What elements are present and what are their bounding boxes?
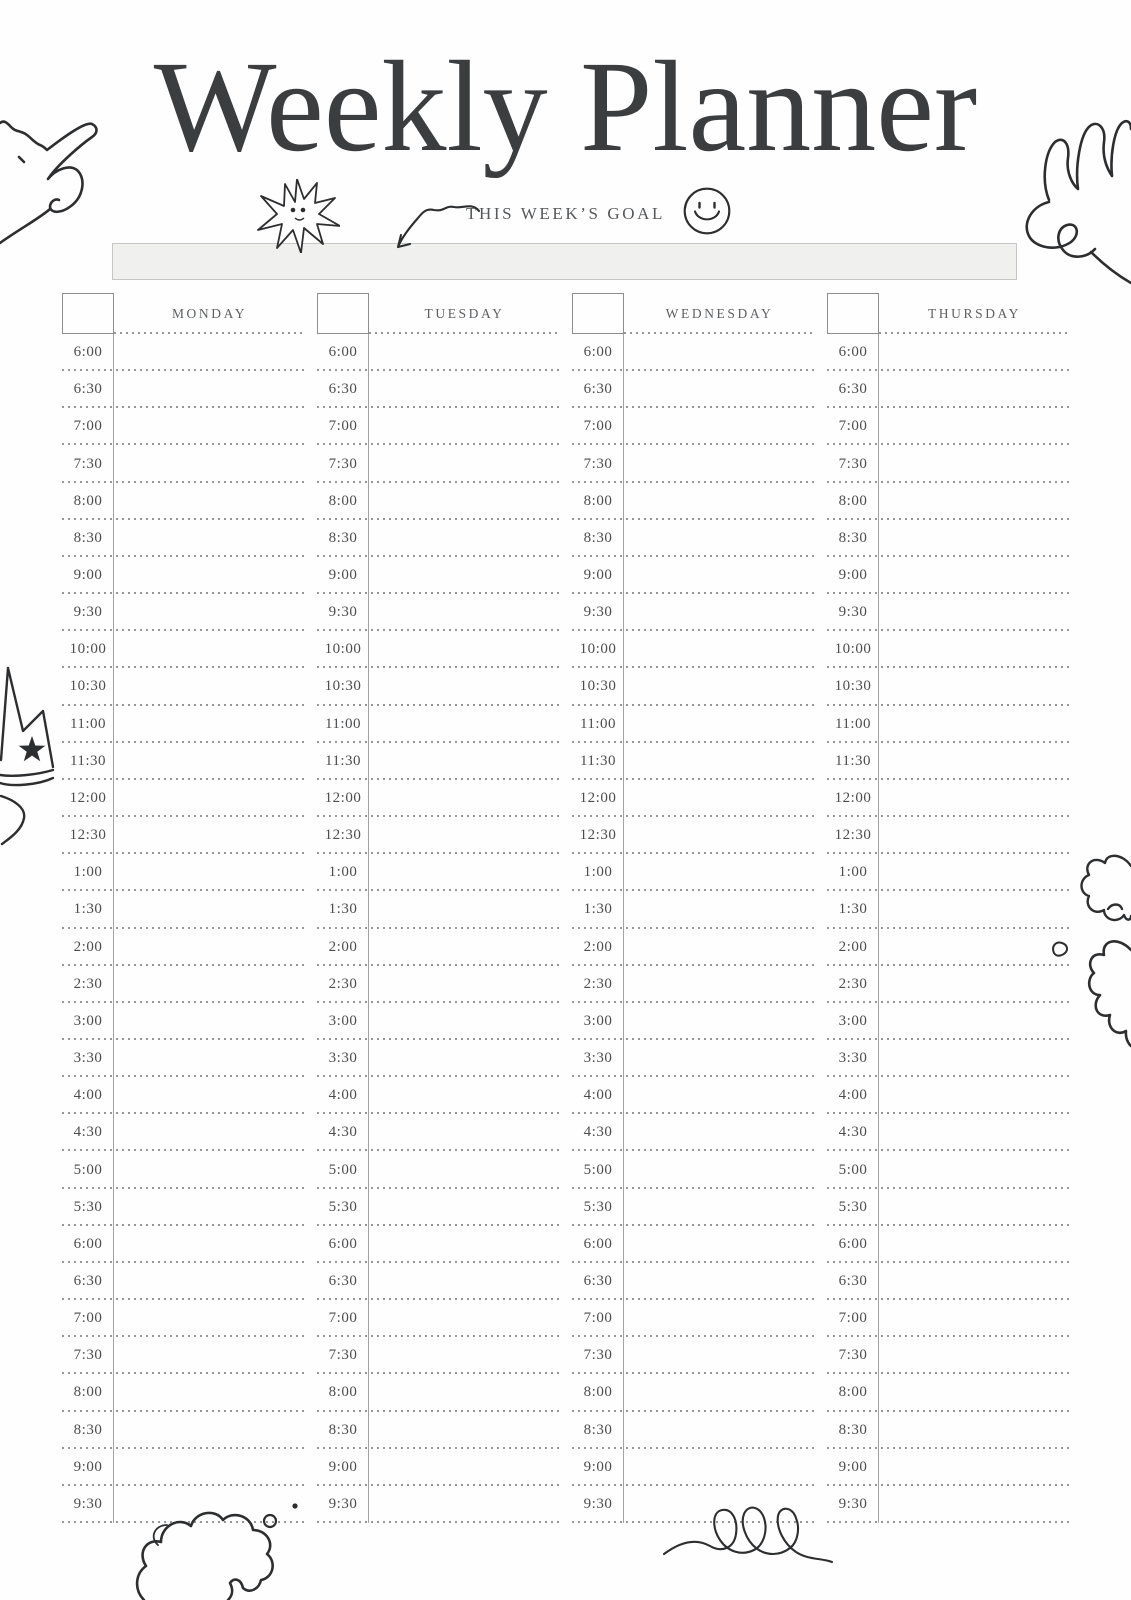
time-slot[interactable] [62,1151,305,1188]
time-label: 11:00 [834,715,872,732]
time-label: 5:00 [328,1161,358,1178]
day-checkbox[interactable] [572,293,624,334]
time-label: 9:30 [73,1495,103,1512]
time-slot[interactable] [827,445,1070,482]
time-label: 6:00 [838,1235,868,1252]
time-label: 4:00 [583,1087,613,1104]
time-slot[interactable] [827,1263,1070,1300]
time-slot[interactable] [317,483,560,520]
time-label: 1:30 [73,901,103,918]
time-slot[interactable] [62,483,305,520]
time-slot[interactable] [572,1412,815,1449]
day-checkbox[interactable] [827,293,879,334]
time-slot[interactable] [62,929,305,966]
time-label: 9:00 [328,1458,358,1475]
time-label: 6:30 [73,381,103,398]
time-slot[interactable] [62,594,305,631]
time-slot[interactable] [572,966,815,1003]
time-slot[interactable] [62,706,305,743]
time-label: 9:00 [583,567,613,584]
time-label: 10:00 [324,641,362,658]
time-label: 8:30 [328,529,358,546]
time-slot[interactable] [62,371,305,408]
time-slot[interactable] [62,854,305,891]
time-slot[interactable] [317,706,560,743]
time-label: 6:00 [328,344,358,361]
time-label: 5:00 [583,1161,613,1178]
time-label: 3:30 [73,1050,103,1067]
time-slot[interactable] [62,408,305,445]
time-label: 4:00 [73,1087,103,1104]
time-slot[interactable] [62,1003,305,1040]
time-label: 7:30 [838,455,868,472]
time-label: 5:30 [73,1198,103,1215]
time-slot[interactable] [827,1077,1070,1114]
time-slot[interactable] [62,743,305,780]
time-label: 9:30 [328,604,358,621]
time-slot[interactable] [62,520,305,557]
time-label: 6:30 [838,1272,868,1289]
time-slot[interactable] [827,408,1070,445]
time-slot[interactable] [317,1077,560,1114]
time-label: 6:00 [583,344,613,361]
time-label: 1:00 [838,864,868,881]
time-label: 7:00 [583,418,613,435]
time-label: 1:00 [328,864,358,881]
time-label: 12:00 [324,789,362,806]
time-label: 3:00 [838,1012,868,1029]
time-slot[interactable] [317,743,560,780]
time-label: 9:00 [328,567,358,584]
time-slot[interactable] [317,1412,560,1449]
time-label: 6:30 [838,381,868,398]
time-slot[interactable] [572,1449,815,1486]
time-slot[interactable] [572,1263,815,1300]
time-slot[interactable] [317,1189,560,1226]
day-column-tuesday [317,293,560,1523]
time-slot[interactable] [827,631,1070,668]
page-title: Weekly Planner [153,35,978,179]
time-slot[interactable] [317,854,560,891]
time-label: 6:30 [583,381,613,398]
time-slot[interactable] [317,594,560,631]
time-slot[interactable] [572,668,815,705]
time-slot[interactable] [827,371,1070,408]
time-label: 9:00 [838,1458,868,1475]
time-label: 1:30 [328,901,358,918]
day-checkbox[interactable] [317,293,369,334]
time-slot[interactable] [62,1374,305,1411]
time-slot[interactable] [827,1374,1070,1411]
time-slot[interactable] [62,1300,305,1337]
day-body [62,334,305,1523]
time-label: 6:30 [328,1272,358,1289]
time-label: 10:30 [579,678,617,695]
time-label: 3:30 [328,1050,358,1067]
time-slot[interactable] [62,334,305,371]
time-label: 7:00 [328,418,358,435]
time-slot[interactable] [827,1449,1070,1486]
time-label: 11:30 [324,752,362,769]
time-slot[interactable] [572,743,815,780]
day-header [572,293,815,334]
time-slot[interactable] [572,1040,815,1077]
time-label: 10:00 [579,641,617,658]
time-label: 7:30 [838,1347,868,1364]
time-slot[interactable] [317,1226,560,1263]
time-slot[interactable] [317,1263,560,1300]
time-slot[interactable] [62,1226,305,1263]
time-slot[interactable] [572,1486,815,1523]
day-column-monday [62,293,305,1523]
time-slot[interactable] [317,891,560,928]
time-label: 2:00 [328,938,358,955]
time-label: 6:30 [73,1272,103,1289]
time-label: 4:30 [73,1124,103,1141]
time-label: 4:30 [583,1124,613,1141]
time-label: 8:00 [328,1384,358,1401]
time-slot[interactable] [572,371,815,408]
time-label: 11:00 [579,715,617,732]
time-slot[interactable] [317,1486,560,1523]
time-label: 12:00 [834,789,872,806]
time-label: 6:00 [73,344,103,361]
time-label: 8:00 [73,1384,103,1401]
time-label: 9:00 [838,567,868,584]
time-slot[interactable] [62,1040,305,1077]
time-label: 8:30 [73,1421,103,1438]
time-label: 5:30 [838,1198,868,1215]
time-label: 8:00 [583,492,613,509]
time-label: 12:30 [69,827,107,844]
time-slot[interactable] [827,668,1070,705]
time-slot[interactable] [827,1412,1070,1449]
time-label: 3:00 [73,1012,103,1029]
time-label: 6:30 [583,1272,613,1289]
time-label: 2:30 [73,975,103,992]
time-label: 9:30 [583,604,613,621]
time-slot[interactable] [827,557,1070,594]
day-label: MONDAY [171,305,248,321]
time-slot[interactable] [317,631,560,668]
time-slot[interactable] [317,1040,560,1077]
time-label: 9:30 [838,604,868,621]
time-slot[interactable] [317,1337,560,1374]
time-slot[interactable] [827,780,1070,817]
time-label: 4:00 [328,1087,358,1104]
time-label: 2:30 [583,975,613,992]
day-body [317,334,560,1523]
time-slot[interactable] [572,817,815,854]
time-label: 12:30 [834,827,872,844]
time-slot[interactable] [317,557,560,594]
time-slot[interactable] [572,483,815,520]
time-label: 7:00 [838,1310,868,1327]
time-slot[interactable] [317,520,560,557]
time-label: 6:30 [328,381,358,398]
time-label: 8:00 [838,492,868,509]
time-label: 4:00 [838,1087,868,1104]
time-slot[interactable] [827,520,1070,557]
time-label: 3:00 [328,1012,358,1029]
time-slot[interactable] [572,1337,815,1374]
time-label: 8:00 [73,492,103,509]
time-label: 9:30 [73,604,103,621]
time-label: 8:30 [838,529,868,546]
time-slot[interactable] [317,668,560,705]
time-slot[interactable] [827,817,1070,854]
time-label: 9:00 [73,567,103,584]
time-label: 11:00 [69,715,107,732]
time-slot[interactable] [827,1189,1070,1226]
time-slot[interactable] [317,408,560,445]
day-column-thursday [827,293,1070,1523]
time-slot[interactable] [572,706,815,743]
time-slot[interactable] [572,1003,815,1040]
time-slot[interactable] [317,1003,560,1040]
day-header [62,293,305,334]
time-label: 4:30 [328,1124,358,1141]
time-slot[interactable] [62,668,305,705]
time-label: 3:30 [838,1050,868,1067]
time-slot[interactable] [62,631,305,668]
time-label: 7:30 [73,1347,103,1364]
time-label: 4:30 [838,1124,868,1141]
time-label: 10:00 [834,641,872,658]
time-slot[interactable] [62,780,305,817]
time-label: 2:30 [838,975,868,992]
time-slot[interactable] [572,854,815,891]
time-slot[interactable] [572,1077,815,1114]
time-slot[interactable] [572,780,815,817]
time-slot[interactable] [572,1300,815,1337]
time-label: 5:30 [583,1198,613,1215]
time-label: 1:00 [73,864,103,881]
time-label: 11:00 [324,715,362,732]
time-label: 2:00 [583,938,613,955]
time-slot[interactable] [572,631,815,668]
time-label: 8:00 [838,1384,868,1401]
day-column-wednesday [572,293,815,1523]
time-slot[interactable] [317,780,560,817]
time-slot[interactable] [572,929,815,966]
time-slot[interactable] [317,1449,560,1486]
time-label: 9:00 [73,1458,103,1475]
time-slot[interactable] [827,1151,1070,1188]
time-slot[interactable] [572,1226,815,1263]
day-label: THURSDAY [927,305,1022,321]
time-label: 2:30 [328,975,358,992]
time-slot[interactable] [62,557,305,594]
time-label: 3:00 [583,1012,613,1029]
time-label: 9:30 [838,1495,868,1512]
time-label: 7:00 [583,1310,613,1327]
time-slot[interactable] [62,1114,305,1151]
time-label: 3:30 [583,1050,613,1067]
time-slot[interactable] [827,483,1070,520]
time-slot[interactable] [572,557,815,594]
time-label: 9:30 [328,1495,358,1512]
time-slot[interactable] [572,891,815,928]
time-slot[interactable] [827,706,1070,743]
time-slot[interactable] [572,1151,815,1188]
time-label: 11:30 [834,752,872,769]
time-slot[interactable] [62,817,305,854]
time-label: 1:00 [583,864,613,881]
time-slot[interactable] [572,445,815,482]
time-label: 7:30 [583,455,613,472]
time-slot[interactable] [317,334,560,371]
time-slot[interactable] [572,520,815,557]
time-label: 8:00 [328,492,358,509]
time-label: 5:30 [328,1198,358,1215]
time-slot[interactable] [317,1374,560,1411]
time-slot[interactable] [317,445,560,482]
time-slot[interactable] [62,966,305,1003]
time-slot[interactable] [62,891,305,928]
time-label: 7:30 [328,1347,358,1364]
time-slot[interactable] [317,1151,560,1188]
day-header [827,293,1070,334]
time-label: 11:30 [69,752,107,769]
goal-label: THIS WEEK’S GOAL [466,204,665,223]
time-slot[interactable] [572,594,815,631]
time-slot[interactable] [62,1077,305,1114]
time-label: 11:30 [579,752,617,769]
time-slot[interactable] [62,1263,305,1300]
time-slot[interactable] [62,1337,305,1374]
time-slot[interactable] [827,594,1070,631]
big-cloud-icon [1086,934,1131,1054]
time-slot[interactable] [827,1003,1070,1040]
time-slot[interactable] [317,966,560,1003]
time-label: 10:00 [69,641,107,658]
crown-star-icon [0,646,58,846]
time-slot[interactable] [572,1114,815,1151]
time-label: 6:00 [838,344,868,361]
time-slot[interactable] [62,1412,305,1449]
time-label: 7:30 [583,1347,613,1364]
time-slot[interactable] [827,1337,1070,1374]
time-label: 12:30 [324,827,362,844]
time-label: 2:00 [73,938,103,955]
small-cloud-icon [1079,852,1131,930]
time-label: 8:30 [328,1421,358,1438]
planner-grid [62,293,1070,1523]
time-label: 9:30 [583,1495,613,1512]
time-label: 6:00 [328,1235,358,1252]
time-slot[interactable] [62,1189,305,1226]
time-label: 5:00 [73,1161,103,1178]
time-label: 7:00 [838,418,868,435]
time-slot[interactable] [827,929,1070,966]
day-body [572,334,815,1523]
time-label: 10:30 [69,678,107,695]
time-slot[interactable] [827,891,1070,928]
time-slot[interactable] [827,966,1070,1003]
time-label: 6:00 [73,1235,103,1252]
time-label: 8:30 [838,1421,868,1438]
time-label: 7:00 [73,1310,103,1327]
time-slot[interactable] [827,1226,1070,1263]
time-label: 8:00 [583,1384,613,1401]
time-label: 7:30 [73,455,103,472]
time-slot[interactable] [572,1374,815,1411]
day-label: TUESDAY [424,305,505,321]
time-label: 5:00 [838,1161,868,1178]
time-slot[interactable] [62,445,305,482]
time-label: 8:30 [583,1421,613,1438]
time-slot[interactable] [317,1114,560,1151]
time-label: 12:00 [69,789,107,806]
time-slot[interactable] [317,817,560,854]
time-slot[interactable] [827,1300,1070,1337]
time-slot[interactable] [827,1114,1070,1151]
time-label: 8:30 [73,529,103,546]
time-label: 1:30 [838,901,868,918]
time-label: 7:00 [73,418,103,435]
time-label: 10:30 [324,678,362,695]
goal-input[interactable] [112,243,1017,280]
time-label: 7:30 [328,455,358,472]
day-label: WEDNESDAY [665,305,774,321]
time-slot[interactable] [317,1300,560,1337]
time-label: 7:00 [328,1310,358,1327]
time-slot[interactable] [827,743,1070,780]
time-slot[interactable] [827,1040,1070,1077]
time-slot[interactable] [317,371,560,408]
day-body [827,334,1070,1523]
time-label: 6:00 [583,1235,613,1252]
time-slot[interactable] [827,334,1070,371]
time-label: 2:00 [838,938,868,955]
day-checkbox[interactable] [62,293,114,334]
time-label: 12:00 [579,789,617,806]
time-label: 10:30 [834,678,872,695]
time-slot[interactable] [317,929,560,966]
time-label: 12:30 [579,827,617,844]
time-slot[interactable] [827,854,1070,891]
time-slot[interactable] [572,408,815,445]
time-label: 9:00 [583,1458,613,1475]
day-header [317,293,560,334]
time-slot[interactable] [62,1486,305,1523]
time-slot[interactable] [572,1189,815,1226]
time-slot[interactable] [62,1449,305,1486]
time-slot[interactable] [827,1486,1070,1523]
time-slot[interactable] [572,334,815,371]
time-label: 8:30 [583,529,613,546]
time-label: 1:30 [583,901,613,918]
